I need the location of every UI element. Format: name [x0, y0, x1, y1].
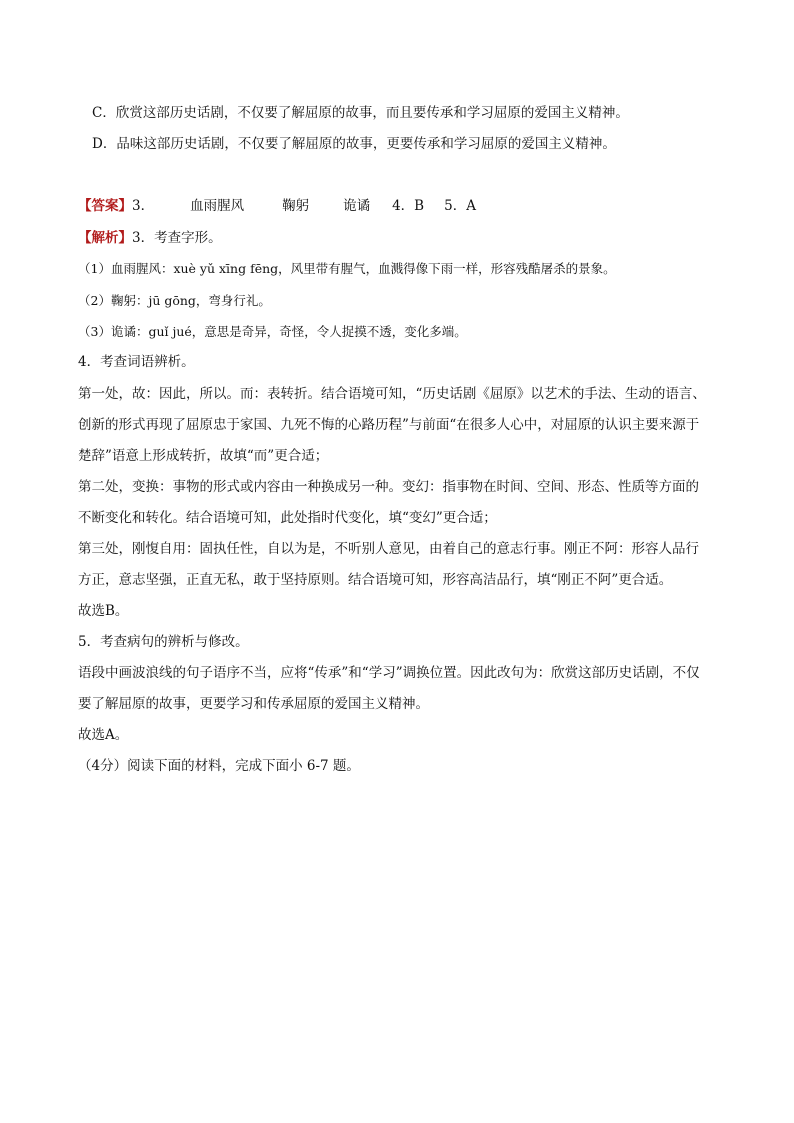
analysis-item-3: （3）诡谲：guǐ jué，意思是奇异，奇怪，令人捉摸不透，变化多端。 — [78, 324, 467, 339]
answer-label: 【答案】 — [78, 198, 132, 214]
analysis-label: 【解析】 — [78, 230, 132, 246]
answer-q3: 3． — [132, 198, 155, 214]
option-c: C．欣赏这部历史话剧，不仅要了解屈原的故事，而且要传承和学习屈原的爱国主义精神。 — [92, 105, 629, 121]
q5-line-1: 语段中画波浪线的句子语序不当，应将“传承”和“学习”调换位置。因此改句为：欣赏这部历史话剧，不仅 — [78, 665, 700, 681]
q5-conclusion: 故选A。 — [78, 727, 129, 743]
q4-line-5: 不断变化和转化。结合语境可知，此处指时代变化，填“变幻”更合适； — [78, 510, 497, 526]
option-d: D．品味这部历史话剧，不仅要了解屈原的故事，更要传承和学习屈原的爱国主义精神。 — [92, 136, 616, 152]
next-section-intro: （4分）阅读下面的材料，完成下面小 6-7 题。 — [78, 758, 360, 774]
answer-q5: 5．A — [444, 198, 476, 214]
answer-word-2: 鞠躬 — [282, 198, 310, 214]
q4-conclusion: 故选B。 — [78, 603, 129, 619]
q5-title: 5．考查病句的辨析与修改。 — [78, 634, 249, 650]
answer-word-3: 诡谲 — [343, 198, 371, 214]
analysis-item-2: （2）鞠躬：jū gōng，弯身行礼。 — [78, 293, 271, 308]
analysis-header — [78, 229, 734, 247]
q5-line-2: 要了解屈原的故事，更要学习和传承屈原的爱国主义精神。 — [78, 696, 429, 712]
analysis-item-1: （1）血雨腥风：xuè yǔ xīng fēng，风里带有腥气，血溅得像下雨一样，形容残酷屠杀的景象。 — [78, 261, 616, 276]
answer-line — [78, 197, 734, 215]
answer-word-1: 血雨腥风 — [190, 198, 245, 214]
answer-q4: 4．B — [392, 198, 425, 214]
q4-line-7: 方正，意志坚强，正直无私，敢于坚持原则。结合语境可知，形容高洁品行，填“刚正不阿”更合适。 — [78, 572, 673, 588]
q4-title: 4．考查词语辨析。 — [78, 354, 195, 370]
q4-line-4: 第二处，变换：事物的形式或内容由一种换成另一种。变幻：指事物在时间、空间、形态、性质等方面的 — [78, 479, 699, 495]
q4-line-2: 创新的形式再现了屈原忠于家国、九死不悔的心路历程”与前面“在很多人心中，对屈原的认识主要来源于 — [78, 417, 700, 433]
q4-line-1: 第一处，故：因此，所以。而：表转折。结合语境可知，“历史话剧《屈原》以艺术的手法、生动的语言、 — [78, 386, 706, 402]
analysis-intro: 3．考查字形。 — [132, 230, 222, 246]
q4-line-6: 第三处，刚愎自用：固执任性，自以为是，不听别人意见，由着自己的意志行事。刚正不阿：形容人品行 — [78, 541, 699, 557]
q4-line-3: 楚辞”语意上形成转折，故填“而”更合适； — [78, 448, 329, 464]
